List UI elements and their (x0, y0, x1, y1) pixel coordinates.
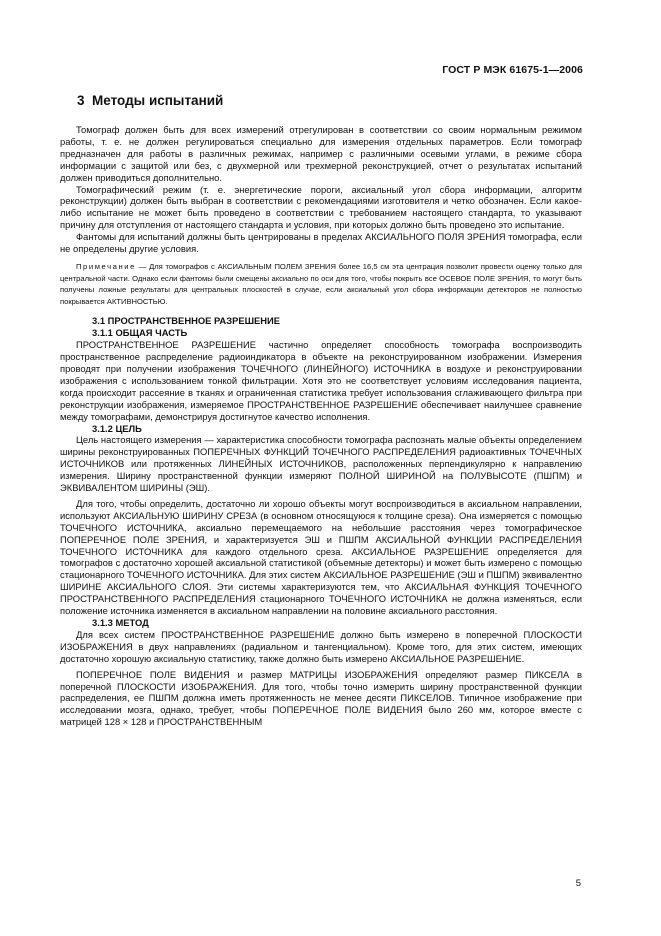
subsection-3-1-heading: 3.1 ПРОСТРАНСТВЕННОЕ РАЗРЕШЕНИЕ (92, 315, 281, 327)
note-paragraph (60, 261, 582, 307)
section-number: 3 (77, 93, 85, 108)
section-title (77, 93, 223, 108)
subsection-3-1-3-paragraph-2: ПОПЕРЕЧНОЕ ПОЛЕ ВИДЕНИЯ и размер МАТРИЦЫ ИЗОБРАЖЕНИЯ определяют размер ПИКСЕЛА в поперечной ПЛОСКОСТИ ИЗОБРАЖЕНИЯ. Для того, чтобы точно измерить ширину пространственной функции распределения, ее ПШПМ должна иметь протяженность не менее десяти ПИКСЕЛОВ. Типичное изображение при исследовании мозга, однако, требует, чтобы ПОПЕРЕЧНОЕ ПОЛЕ ВИДЕНИЯ было 260 мм, которое вместе с матрицей 128 × 128 и ПРОСТРАНСТВЕННЫМ (60, 668, 582, 728)
subsection-3-1-2-paragraph-2: Для того, чтобы определить, достаточно ли хорошо объекты могут воспроизводиться в аксиальном направлении, используют АКСИАЛЬНУЮ ШИРИНУ СРЕЗА (в основном относящуюся к толщине среза). Она измеряется с помощью ТОЧЕЧНОГО ИСТОЧНИКА, аксиально перемещаемого на небольшие расстояния через томографическое ПОПЕРЕЧНОЕ ПОЛЕ ЗРЕНИЯ, и характеризуется ЭШ и ПШПМ АКСИАЛЬНОЙ ФУНКЦИИ РАСПРЕДЕЛЕНИЯ ТОЧЕЧНОГО ИСТОЧНИКА для каждого отдельного среза. АКСИАЛЬНОЕ РАЗРЕШЕНИЕ определяется для томографов с достаточно хорошей аксиальной статистикой (объемные детекторы) и может быть измерено с помощью стационарного ТОЧЕЧНОГО ИСТОЧНИКА. Для этих систем АКСИАЛЬНОЕ РАЗРЕШЕНИЕ (ЭШ и ПШПМ) эквивалентно ШИРИНЕ АКСИАЛЬНОГО СЛОЯ. Эти системы характеризуются тем, что АКСИАЛЬНАЯ ФУНКЦИЯ ТОЧЕЧНОГО ПРОСТРАНСТВЕННОГО РАСПРЕДЕЛЕНИЯ стационарного ТОЧЕЧНОГО ИСТОЧНИКА не должна изменяться, если положение источника изменяется в аксиальном направлении на половине аксиального расстояния. (60, 497, 582, 617)
subsection-3-1-3-heading: 3.1.3 МЕТОД (92, 617, 149, 628)
subsection-3-1-1-paragraph: ПРОСТРАНСТВЕННОЕ РАЗРЕШЕНИЕ частично определяет способность томографа воспроизводить пространственное распределение радиоиндикатора в объекте на реконструированном изображении. Измерения проводят при получении изображения ТОЧЕЧНОГО (ЛИНЕЙНОГО) ИСТОЧНИКА в воздухе и реконструировании изображения с использованием тонкой фильтрации. Хотя это не соответствует условиям исследования пациента, когда происходит рассеяние в тканях и ограниченная статистика требует использования сглаживающего фильтра при реконструкции изображения, измеряемое ПРОСТРАНСТВЕННОЕ РАЗРЕШЕНИЕ обеспечивает наилучшее сравнение между томографами, демонстрируя достигнутое качество исполнения. (60, 339, 582, 422)
intro-paragraph-2: Томографический режим (т. е. энергетические пороги, аксиальный угол сбора информации, алгоритм реконструкции) должен быть выбран в соответствии с рекомендациями изготовителя и четко обозначен. Если какое-либо испытание не может быть проведено в соответствии с требованием настоящего стандарта, то указывают причину для отступления от настоящего стандарта и условия, при которых должно быть проведено это испытание. (60, 183, 582, 231)
document-body (60, 124, 582, 728)
note-text: — Для томографов с АКСИАЛЬНЫМ ПОЛЕМ ЗРЕНИЯ более 16,5 см эта центрация позволит провести оценку только для центральной части. Однако если фантомы были смещены аксиально по оси для того, чтобы покрыть все ОСЕВОЕ ПОЛЕ ЗРЕНИЯ, то могут быть получены ложные результаты для центральных плоскостей в случае, если аксиальный угол сбора информации детекторов не полностью покрывается АКТИВНОСТЬЮ. (60, 261, 582, 306)
subsection-3-1-3-paragraph-1: Для всех систем ПРОСТРАНСТВЕННОЕ РАЗРЕШЕНИЕ должно быть измерено в поперечной ПЛОСКОСТИ ИЗОБРАЖЕНИЯ в двух направлениях (радиальном и тангенциальном). Кроме того, для этих систем, имеющих достаточно хорошую аксиальную статистику, также должно быть измерено АКСИАЛЬНОЕ РАЗРЕШЕНИЕ. (60, 628, 582, 664)
standard-id: ГОСТ Р МЭК 61675-1—2006 (442, 64, 583, 76)
subsection-3-1-2-heading: 3.1.2 ЦЕЛЬ (92, 422, 142, 434)
intro-paragraph-3: Фантомы для испытаний должны быть центрированы в пределах АКСИАЛЬНОГО ПОЛЯ ЗРЕНИЯ томографа, если не определены другие условия. (60, 231, 582, 255)
subsection-3-1-1-heading: 3.1.1 ОБЩАЯ ЧАСТЬ (92, 327, 188, 339)
page-number: 5 (575, 878, 581, 889)
section-title-text: Методы испытаний (92, 93, 224, 108)
note-label: Примечание (76, 261, 136, 271)
subsection-3-1-2-paragraph-1: Цель настоящего измерения — характеристика способности томографа распознать малые объекты определением ширины реконструированных ПОПЕРЕЧНЫХ ФУНКЦИЙ ТОЧЕЧНОГО РАСПРЕДЕЛЕНИЯ радиоактивных ТОЧЕЧНЫХ ИСТОЧНИКОВ или протяженных ЛИНЕЙНЫХ ИСТОЧНИКОВ, расположенных перпендикулярно к направлению измерения. Ширину пространственной функции измеряют ПОЛНОЙ ШИРИНОЙ на ПОЛУВЫСОТЕ (ПШПМ) и ЭКВИВАЛЕНТОМ ШИРИНЫ (ЭШ). (60, 434, 582, 494)
intro-paragraph-1: Томограф должен быть для всех измерений отрегулирован в соответствии со своим нормальным режимом работы, т. е. не должен регулироваться специально для измерения отдельных параметров. Если томограф предназначен для работы в различных режимах, например с различными осевыми углами, в режиме сбора информации с защитой или без, с двухмерной или трехмерной реконструкцией, отчет о результатах испытаний должен приводиться дополнительно. (60, 124, 582, 183)
